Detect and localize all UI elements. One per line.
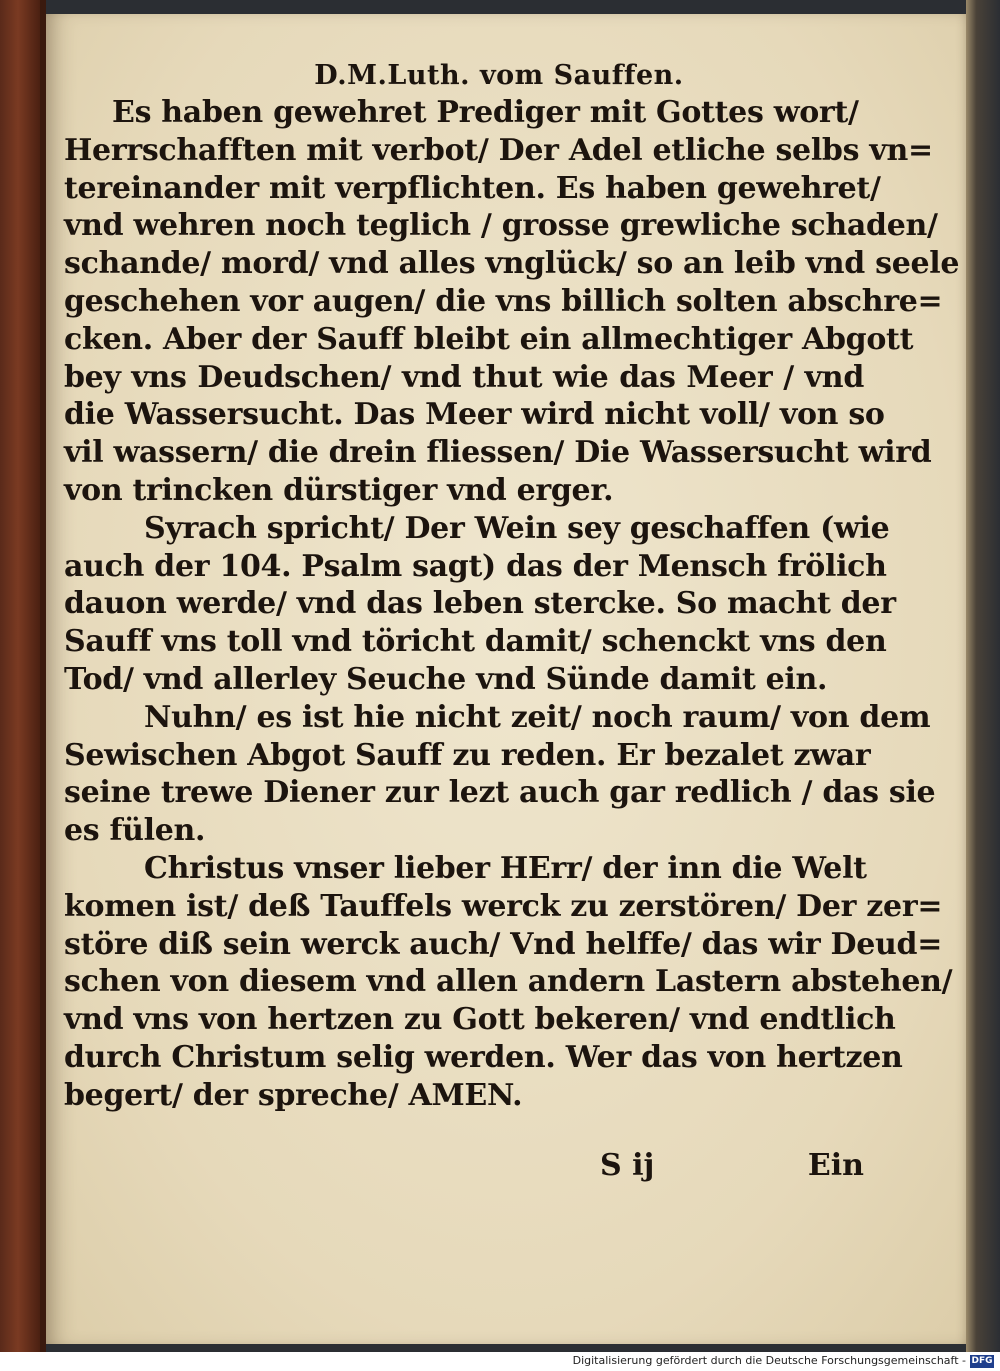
text-line: schande/ mord/ vnd alles vnglück/ so an leib vnd seele <box>64 246 960 282</box>
text-line: Sauff vns toll vnd töricht damit/ schenckt vns den <box>64 624 887 660</box>
credit-text: Digitalisierung gefördert durch die Deutsche Forschungsgemeinschaft - <box>572 1354 966 1367</box>
text-line: von trincken dürstiger vnd erger. <box>64 472 614 508</box>
text-line: begert/ der spreche/ AMEN. <box>64 1077 523 1113</box>
text-block <box>64 58 960 1115</box>
text-line: Christus vnser lieber HErr/ der inn die Welt <box>144 850 867 886</box>
text-line: auch der 104. Psalm sagt) das der Mensch frölich <box>64 548 887 584</box>
text-line: vil wassern/ die drein fliessen/ Die Wassersucht wird <box>64 435 932 471</box>
text-line: schen von diesem vnd allen andern Lastern abstehen/ <box>64 964 953 1000</box>
dfg-logo: DFG <box>971 1356 993 1366</box>
text-line: cken. Aber der Sauff bleibt ein allmechtiger Abgott <box>64 321 914 357</box>
text-line: komen ist/ deß Tauffels werck zu zerstören/ Der zer= <box>64 888 943 924</box>
text-line: störe diß sein werck auch/ Vnd helffe/ das wir Deud= <box>64 926 943 962</box>
book-binding <box>0 0 40 1352</box>
running-head: D.M.Luth. vom Sauffen. <box>314 60 684 91</box>
credit-bar <box>0 1352 1000 1371</box>
page-edge <box>966 0 1000 1352</box>
text-line: Syrach spricht/ Der Wein sey geschaffen (wie <box>144 510 890 546</box>
text-line: durch Christum selig werden. Wer das von hertzen <box>64 1039 903 1075</box>
text-line: Sewischen Abgot Sauff zu reden. Er bezalet zwar <box>64 737 871 773</box>
catchword: Ein <box>807 1148 864 1183</box>
text-line: geschehen vor augen/ die vns billich solten abschre= <box>64 283 943 319</box>
text-line: seine trewe Diener zur lezt auch gar redlich / das sie <box>64 775 936 811</box>
text-line: die Wassersucht. Das Meer wird nicht voll/ von so <box>64 397 885 433</box>
text-line: dauon werde/ vnd das leben stercke. So macht der <box>64 586 896 622</box>
text-line: vnd vns von hertzen zu Gott bekeren/ vnd endtlich <box>64 1002 896 1038</box>
text-line: Tod/ vnd allerley Seuche vnd Sünde damit ein. <box>64 661 828 697</box>
text-line: es fülen. <box>64 813 206 849</box>
text-line: bey vns Deudschen/ vnd thut wie das Meer / vnd <box>64 359 864 395</box>
signature-mark: S ij <box>600 1148 655 1183</box>
text-line: Herrschafften mit verbot/ Der Adel etliche selbs vn= <box>64 132 933 168</box>
text-line: vnd wehren noch teglich / grosse grewliche schaden/ <box>64 208 938 244</box>
text-line: Nuhn/ es ist hie nicht zeit/ noch raum/ von dem <box>144 699 931 735</box>
page-footer <box>64 1148 864 1188</box>
body-text <box>64 94 960 1115</box>
text-line: Es haben gewehret Prediger mit Gottes wort/ <box>112 95 859 130</box>
text-line: tereinander mit verpflichten. Es haben gewehret/ <box>64 170 881 206</box>
